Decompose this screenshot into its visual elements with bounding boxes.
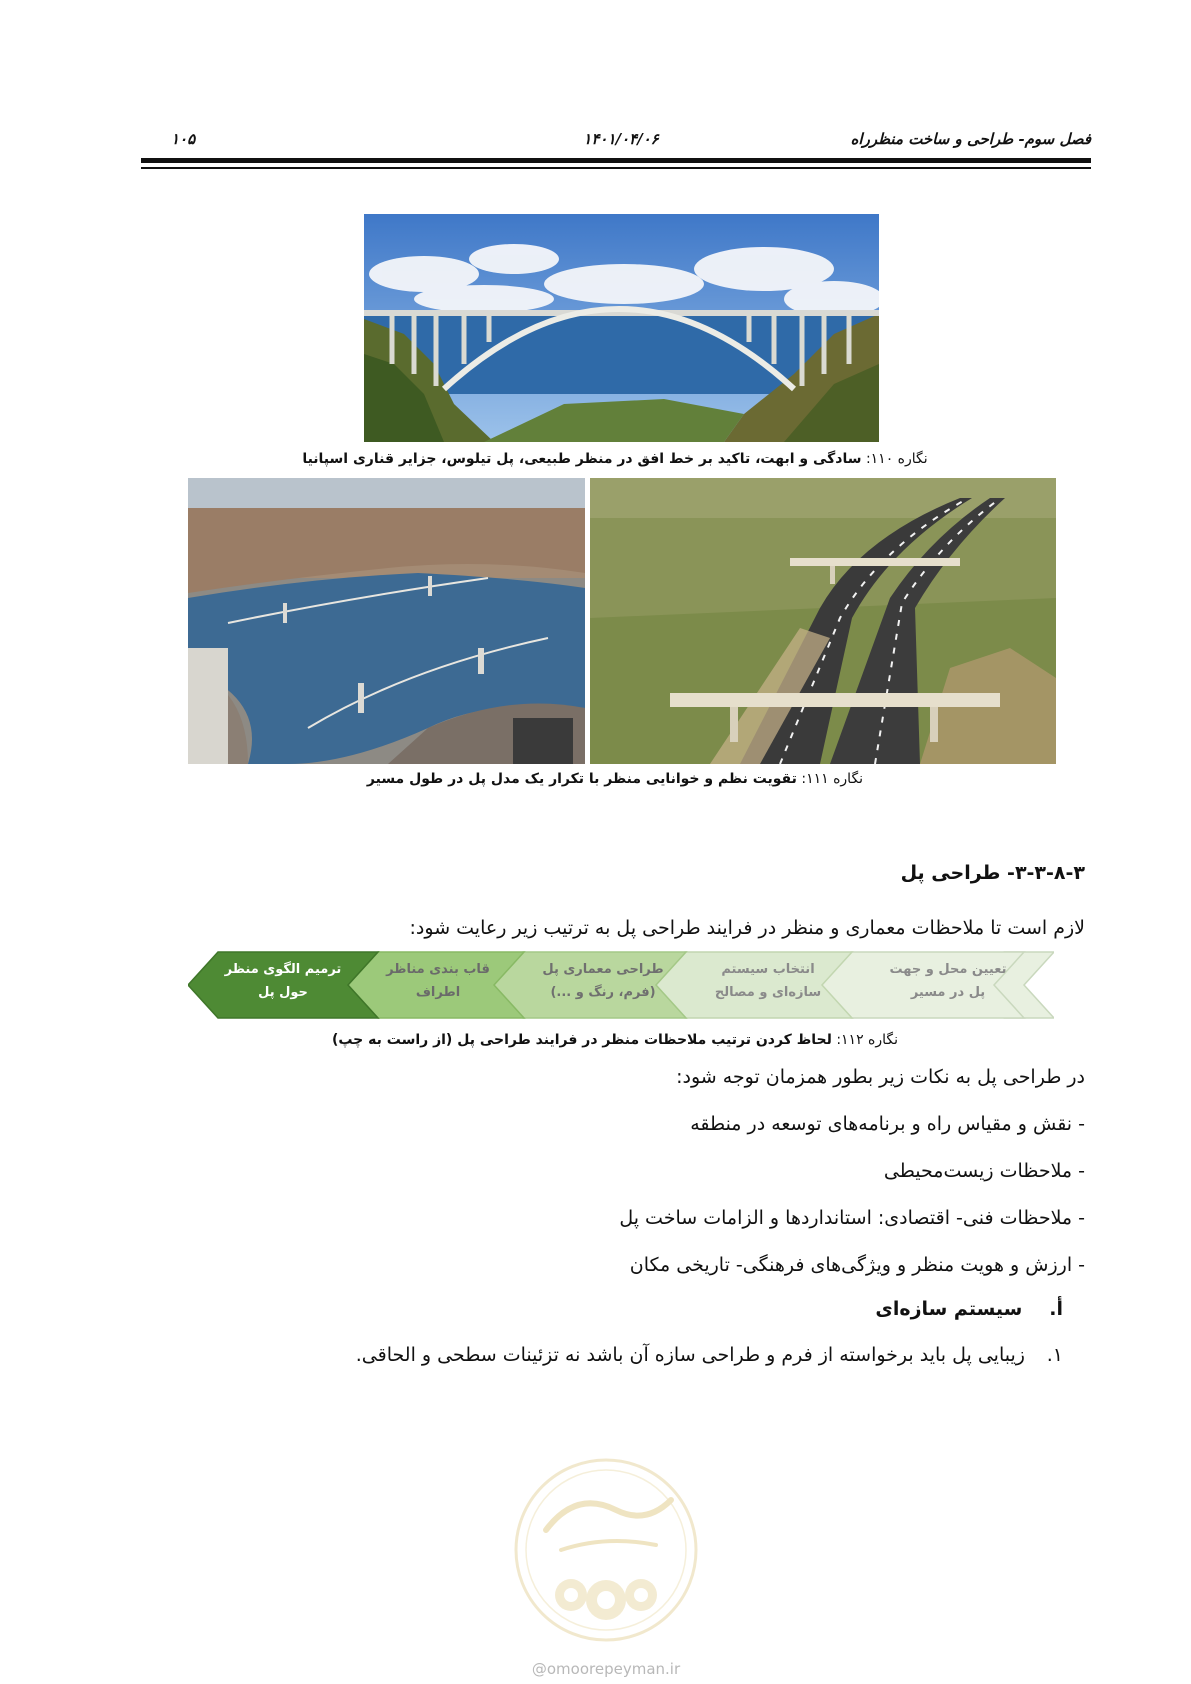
step-line1: قاب بندی مناظر bbox=[386, 962, 490, 977]
watermark-site: @omoorepeyman.ir bbox=[531, 1660, 681, 1678]
section-intro: لازم است تا ملاحظات معماری و منظر در فرایند طراحی پل به ترتیب زیر رعایت شود: bbox=[409, 917, 1085, 939]
step-line1: انتخاب سیستم bbox=[721, 962, 815, 977]
figure-label: نگاره ۱۱۱: bbox=[801, 771, 864, 787]
section-title: ۳-۳-۸-۳- طراحی پل bbox=[900, 862, 1085, 884]
step-line1: تعیین محل و جهت bbox=[889, 962, 1007, 977]
figure-110-caption bbox=[140, 451, 1090, 467]
bullet-item: - نقش و مقیاس راه و برنامه‌های توسعه در منطقه bbox=[690, 1113, 1085, 1135]
chapter-title: فصل سوم- طراحی و ساخت منظرراه bbox=[850, 130, 1091, 148]
item-text: زیبایی پل باید برخواسته از فرم و طراحی سازه آن باشد نه تزئینات سطحی و الحاقی. bbox=[355, 1344, 1025, 1366]
step-line2: حول پل bbox=[258, 985, 308, 1000]
subsection-heading bbox=[875, 1298, 1063, 1320]
process-step-architecture bbox=[533, 958, 673, 1004]
subsection-number: أ. bbox=[1049, 1298, 1063, 1320]
bullet-item: - ملاحظات زیست‌محیطی bbox=[883, 1160, 1085, 1182]
step-line2: پل در مسیر bbox=[910, 985, 986, 1000]
process-step-location bbox=[878, 958, 1018, 1004]
city-bridges-photo bbox=[188, 478, 585, 764]
tilos-bridge-photo bbox=[364, 214, 879, 442]
figure-112-caption bbox=[140, 1032, 1090, 1048]
process-step-restoration bbox=[213, 958, 353, 1004]
process-step-structure bbox=[698, 958, 838, 1004]
item-number: ۱. bbox=[1046, 1344, 1063, 1366]
step-line1: ترمیم الگوی منظر bbox=[224, 962, 342, 977]
figure-text: تقویت نظم و خوانایی منظر با تکرار یک مدل پل در طول مسیر bbox=[366, 771, 797, 787]
process-step-framing bbox=[368, 958, 508, 1004]
header-date: ۱۴۰۱/۰۴/۰۶ bbox=[583, 130, 659, 148]
highway-bridges-photo bbox=[590, 478, 1056, 764]
page-header bbox=[141, 130, 1091, 152]
watermark-logo bbox=[506, 1450, 706, 1660]
page-number: ۱۰۵ bbox=[171, 130, 196, 148]
figure-label: نگاره ۱۱۲: bbox=[836, 1032, 899, 1048]
step-line1: طراحی معماری پل bbox=[542, 962, 664, 977]
step-line2: (فرم، رنگ و ...) bbox=[550, 985, 656, 1000]
subsection-title: سیستم سازه‌ای bbox=[875, 1298, 1023, 1320]
header-rule-thin bbox=[141, 167, 1091, 169]
numbered-item bbox=[356, 1344, 1063, 1366]
figure-111-caption bbox=[140, 771, 1090, 787]
header-rule-thick bbox=[141, 158, 1091, 163]
bullet-item: - ارزش و هویت منظر و ویژگی‌های فرهنگی- تاریخی مکان bbox=[629, 1254, 1085, 1276]
design-process-diagram bbox=[188, 950, 1054, 1020]
figure-text: سادگی و ابهت، تاکید بر خط افق در منظر طبیعی، پل تیلوس، جزایر قناری اسپانیا bbox=[302, 451, 862, 467]
figure-label: نگاره ۱۱۰: bbox=[865, 451, 928, 467]
step-line2: اطراف bbox=[415, 985, 461, 1000]
considerations-intro: در طراحی پل به نکات زیر بطور همزمان توجه شود: bbox=[676, 1066, 1085, 1088]
bullet-item: - ملاحظات فنی- اقتصادی: استانداردها و الزامات ساخت پل bbox=[619, 1207, 1085, 1229]
step-line2: سازه‌ای و مصالح bbox=[714, 985, 822, 1000]
figure-text: لحاظ کردن ترتیب ملاحظات منظر در فرایند طراحی پل (از راست به چپ) bbox=[331, 1032, 832, 1048]
